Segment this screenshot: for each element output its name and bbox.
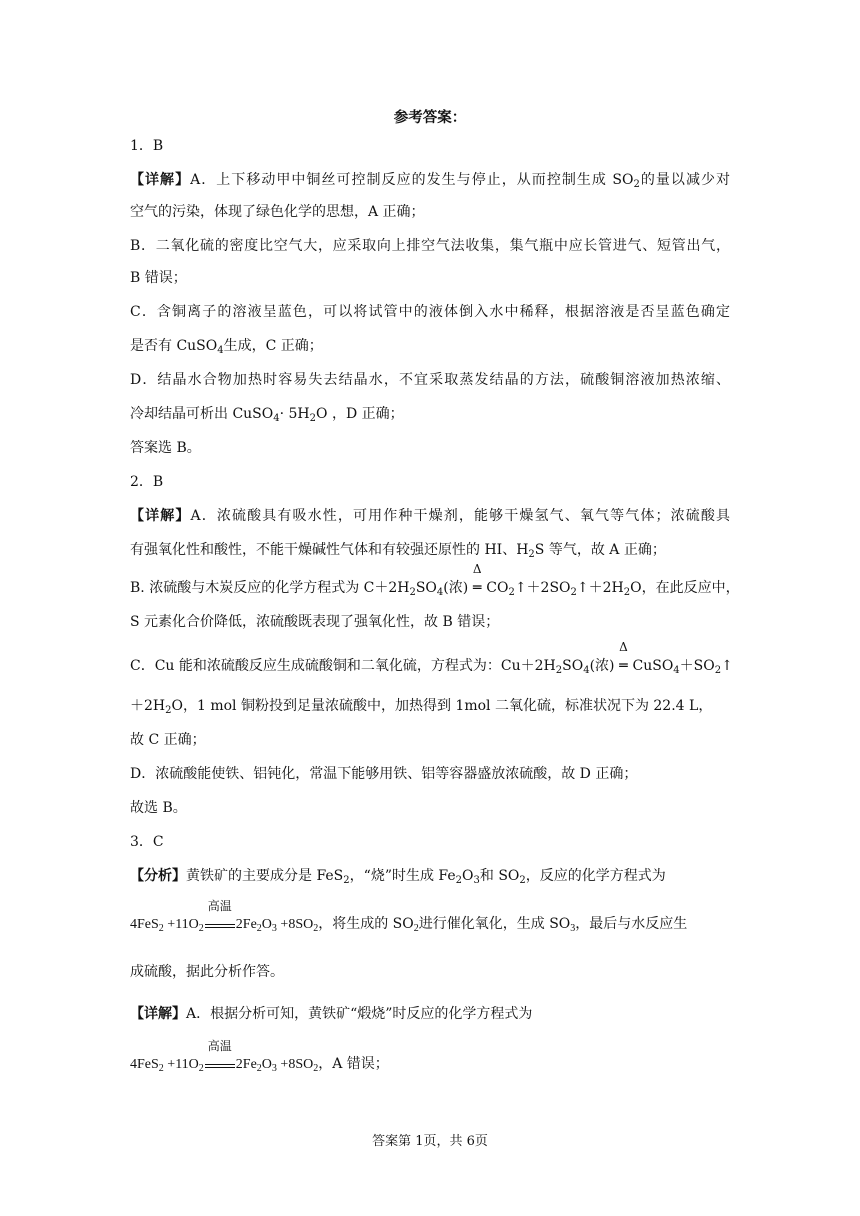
- q2-line-3: [130, 562, 740, 598]
- subscript: 2: [313, 1063, 319, 1074]
- text: 黄铁矿的主要成分是 FeS: [186, 868, 344, 884]
- q1-number: 1．B: [130, 138, 164, 154]
- text: ＋2H: [130, 698, 166, 714]
- text: O，1 mol 铜粉投到足量浓硫酸中，加热得到 1mol 二氧化硫，标准状况下为 22.4 L，: [171, 698, 713, 714]
- text: S 等气，故 A 正确；: [534, 542, 666, 558]
- q1-line-9: 答案选 B。: [130, 440, 201, 456]
- equation-text: 2Fe: [235, 1057, 257, 1072]
- subscript: 2: [343, 875, 350, 886]
- subscript: 2: [633, 179, 640, 190]
- condition-label: 高温: [207, 1039, 232, 1053]
- high-temp-condition: [205, 1039, 235, 1068]
- subscript: 3: [271, 1063, 277, 1074]
- text: (浓): [443, 580, 469, 596]
- text: C．Cu 能和浓硫酸反应生成硫酸铜和二氧化硫，方程式为：Cu＋2H: [130, 658, 556, 674]
- q3-number: 3．C: [130, 834, 164, 850]
- q1-line-6: [130, 336, 730, 356]
- text: ↑＋2H: [576, 580, 624, 596]
- subscript: 4: [273, 413, 280, 424]
- equation-text: O: [261, 1057, 272, 1072]
- text: SO: [562, 658, 584, 674]
- subscript: 2: [165, 705, 172, 716]
- subscript: 2: [623, 587, 631, 598]
- q2-number: 2．B: [130, 474, 164, 490]
- text: 生成，C 正确；: [223, 338, 323, 354]
- equation-text: +8SO: [276, 1057, 314, 1072]
- subscript: 4: [673, 665, 680, 676]
- condition-label: 高温: [207, 899, 232, 913]
- q2-line-4: S 元素化合价降低，浓硫酸既表现了强氧化性，故 B 错误；: [130, 614, 500, 630]
- q2-line-9: 故选 B。: [130, 800, 187, 816]
- detail-tag: 【详解】: [130, 1006, 186, 1022]
- subscript: 2: [158, 923, 164, 934]
- subscript: 4: [436, 587, 444, 598]
- equation-text: O: [261, 917, 272, 932]
- subscript: 2: [256, 923, 262, 934]
- delta-symbol: Δ: [619, 640, 628, 654]
- subscript: 3: [570, 923, 576, 934]
- page-title: 参考答案：: [393, 109, 467, 126]
- subscript: 2: [528, 549, 535, 560]
- subscript: 2: [508, 587, 515, 598]
- text: 和 SO: [479, 868, 520, 884]
- q3-analysis-1: [130, 866, 730, 886]
- q1-line-8: [130, 404, 730, 424]
- subscript: 2: [198, 1063, 204, 1074]
- equation-text: 2Fe: [235, 917, 257, 932]
- q3-equation-line-2: [130, 1039, 389, 1075]
- subscript: 2: [158, 1063, 164, 1074]
- q2-line-7: 故 C 正确；: [130, 732, 206, 748]
- q1-line-4: B 错误；: [130, 270, 187, 286]
- subscript: 2: [714, 665, 722, 676]
- text: O: [462, 868, 474, 884]
- equation-text: 4FeS: [130, 917, 159, 932]
- text: ，“烧”时生成 Fe: [349, 868, 456, 884]
- subscript: 4: [217, 345, 224, 356]
- q1-line-3: B．二氧化硫的密度比空气大，应采取向上排空气法收集，集气瓶中应长管进气、短管出气，: [130, 238, 730, 254]
- q2-line-8: D．浓硫酸能使铁、铝钝化，常温下能够用铁、铝等容器盛放浓硫酸，故 D 正确；: [130, 766, 638, 782]
- subscript: 2: [570, 587, 577, 598]
- text: 是否有 CuSO: [130, 338, 218, 354]
- equation-text: +8SO: [276, 917, 314, 932]
- high-temp-condition: [205, 899, 235, 928]
- subscript: 4: [583, 665, 590, 676]
- q2-line-1: [130, 506, 730, 526]
- text: ，将生成的 SO: [318, 916, 414, 932]
- q1-line-5: C．含铜离子的溶液呈蓝色，可以将试管中的液体倒入水中稀释，根据溶液是否呈蓝色确定: [130, 304, 730, 320]
- equation-text: 4FeS: [130, 1057, 159, 1072]
- equation-text: +11O: [163, 1057, 199, 1072]
- text: 的量以减少对: [639, 172, 730, 188]
- subscript: 2: [455, 875, 463, 886]
- text: CuSO: [632, 658, 674, 674]
- q3-detail-1: [130, 1004, 730, 1024]
- subscript: 3: [473, 875, 480, 886]
- text: A．浓硫酸具有吸水性，可用作种干燥剂，能够干燥氢气、氧气等气体；浓硫酸具: [190, 508, 731, 524]
- text: ，A 错误；: [318, 1056, 389, 1072]
- q1-line-2: 空气的污染，体现了绿色化学的思想，A 正确；: [130, 204, 425, 220]
- q1-line-1: [130, 170, 730, 190]
- text: O，在此反应中，: [630, 580, 740, 596]
- text: O ，D 正确；: [316, 406, 404, 422]
- q3-equation-line-1: [130, 899, 730, 935]
- subscript: 2: [555, 665, 563, 676]
- text: A．根据分析可知，黄铁矿“煅烧”时反应的化学方程式为: [186, 1006, 533, 1022]
- detail-tag: 【详解】: [130, 508, 191, 524]
- text: A．上下移动甲中铜丝可控制反应的发生与停止，从而控制生成 SO: [190, 172, 634, 188]
- text: B. 浓硫酸与木炭反应的化学方程式为 C＋2H: [130, 580, 410, 596]
- text: · 5H: [279, 406, 310, 422]
- subscript: 2: [313, 923, 319, 934]
- q1-line-7: D．结晶水合物加热时容易失去结晶水，不宜采取蒸发结晶的方法，硫酸铜溶液加热浓缩、: [130, 372, 730, 388]
- text: ↑: [721, 658, 733, 674]
- q2-line-6: [130, 696, 730, 716]
- heat-condition: Δ ═: [616, 656, 632, 676]
- q3-analysis-3: 成硫酸，据此分析作答。: [130, 964, 284, 980]
- delta-symbol: Δ: [472, 562, 482, 576]
- subscript: 2: [256, 1063, 262, 1074]
- subscript: 2: [198, 923, 204, 934]
- text: 进行催化氧化，生成 SO: [418, 916, 571, 932]
- subscript: 2: [413, 923, 419, 934]
- text: ，反应的化学方程式为: [525, 868, 666, 884]
- text: ＋SO: [679, 658, 715, 674]
- text: ，最后与水反应生: [575, 916, 688, 932]
- subscript: 2: [309, 413, 317, 424]
- subscript: 2: [409, 587, 416, 598]
- text: 有强氧化性和酸性，不能干燥碱性气体和有较强还原性的 HI、H: [130, 542, 529, 558]
- text: 冷却结晶可析出 CuSO: [130, 406, 274, 422]
- subscript: 3: [271, 923, 277, 934]
- equation-text: +11O: [163, 917, 199, 932]
- text: ↑＋2SO: [514, 580, 571, 596]
- analysis-tag: 【分析】: [130, 868, 186, 884]
- text: (浓): [589, 658, 615, 674]
- text: SO: [415, 580, 437, 596]
- heat-condition: Δ ═: [469, 578, 485, 598]
- page-footer: 答案第 1页，共 6页: [372, 1134, 488, 1149]
- text: CO: [486, 580, 509, 596]
- detail-tag: 【详解】: [130, 172, 191, 188]
- q2-line-2: [130, 540, 730, 560]
- subscript: 2: [519, 875, 526, 886]
- q2-line-5: [130, 640, 733, 676]
